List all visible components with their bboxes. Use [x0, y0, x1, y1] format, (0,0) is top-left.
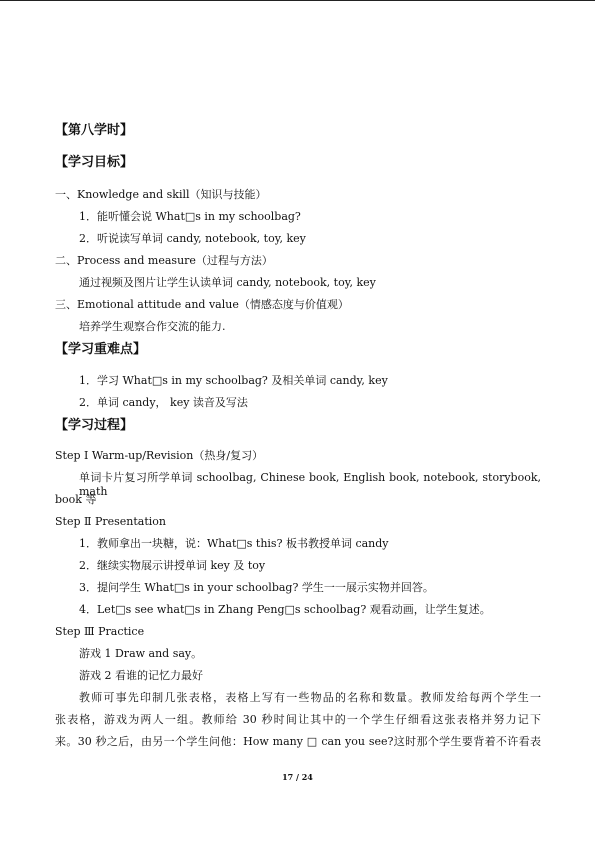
game-2-title: 游戏 2 看谁的记忆力最好: [79, 669, 203, 682]
step-1-text-continued: book 等: [55, 493, 97, 506]
objectives-heading: 【学习目标】: [55, 155, 134, 170]
objective-attitude-item: 培养学生观察合作交流的能力.: [79, 320, 226, 333]
step-2-title: Step Ⅱ Presentation: [55, 515, 167, 528]
key-point-1: 1．学习 What□s in my schoolbag? 及相关单词 candy, key: [79, 374, 388, 387]
game-2-paragraph-line-2: 张表格，游戏为两人一组。教师给 30 秒时间让其中的一个学生仔细看这张表格并努力记下: [55, 713, 541, 726]
top-border-line: [0, 0, 595, 1]
step-1-text: 单词卡片复习所学单词 schoolbag, Chinese book, English book, notebook, storybook, math: [79, 471, 541, 498]
process-heading: 【学习过程】: [55, 418, 134, 433]
step-1-title: Step Ⅰ Warm-up/Revision（热身/复习）: [55, 449, 264, 462]
objective-knowledge-item-1: 1．能听懂会说 What□s in my schoolbag?: [79, 210, 301, 223]
step-3-title: Step Ⅲ Practice: [55, 625, 145, 638]
objective-attitude: 三、Emotional attitude and value（情感态度与价值观）: [55, 298, 349, 311]
game-2-paragraph-line-1: 教师可事先印制几张表格，表格上写有一些物品的名称和数量。教师发给每两个学生一: [79, 691, 541, 704]
objective-knowledge-item-2: 2．听说读写单词 candy, notebook, toy, key: [79, 232, 306, 245]
lesson-title: 【第八学时】: [55, 123, 134, 138]
objective-process-item: 通过视频及图片让学生认读单词 candy, notebook, toy, key: [79, 276, 376, 289]
step-2-item-3: 3．提问学生 What□s in your schoolbag? 学生一一展示实物并回答。: [79, 581, 434, 594]
step-2-item-4: 4．Let□s see what□s in Zhang Peng□s schoolbag? 观看动画，让学生复述。: [79, 603, 491, 616]
step-2-item-2: 2．继续实物展示讲授单词 key 及 toy: [79, 559, 266, 572]
game-2-paragraph-line-3: 来。30 秒之后，由另一个学生问他：How many □ can you see?这时那个学生要背着不许看表: [55, 735, 541, 748]
objective-process: 二、Process and measure（过程与方法）: [55, 254, 273, 267]
key-points-heading: 【学习重难点】: [55, 342, 147, 357]
step-2-item-1: 1．教师拿出一块糖，说：What□s this? 板书教授单词 candy: [79, 537, 389, 550]
key-point-2: 2．单词 candy， key 读音及写法: [79, 396, 248, 409]
objective-knowledge: 一、Knowledge and skill（知识与技能）: [55, 188, 267, 201]
game-1: 游戏 1 Draw and say。: [79, 647, 203, 660]
page-number: 17 / 24: [282, 772, 313, 782]
